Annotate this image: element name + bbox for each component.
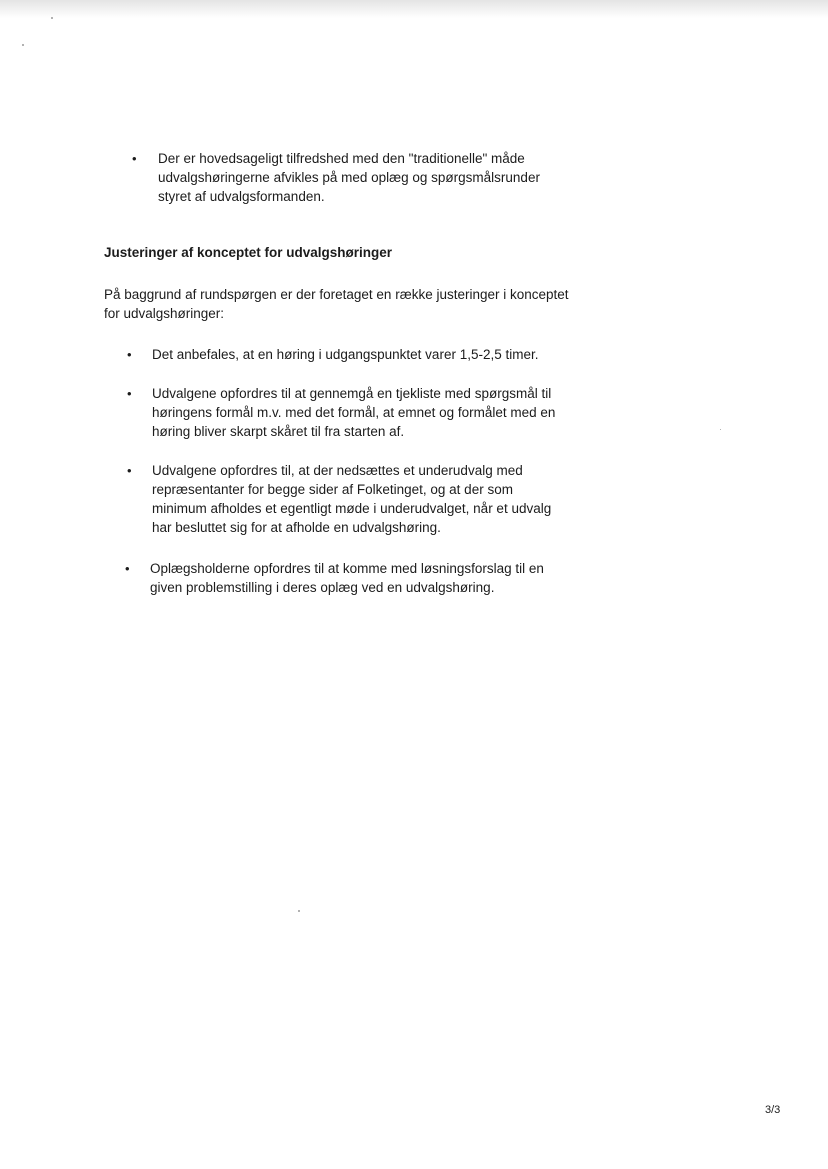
page-number: 3/3 (765, 1104, 781, 1116)
intro-bullet (132, 149, 540, 206)
list-item (125, 559, 544, 597)
section-heading: Justeringer af konceptet for udvalgshøringer (104, 245, 393, 260)
bullet-icon: • (127, 347, 132, 362)
bullet-icon: • (127, 386, 132, 401)
list-item-text: Udvalgene opfordres til at gennemgå en tjekliste med spørgsmål til høringens formål m.v. med det formål, at emnet og formålet med en høring bliver skarpt skåret til fra starten af. (152, 386, 556, 439)
bullet-icon: • (132, 151, 137, 166)
list-item (127, 384, 555, 441)
list-item-text: Oplægsholderne opfordres til at komme med løsningsforslag til en given problemstilling i deres oplæg ved en udvalgshøring. (150, 561, 544, 595)
list-item-text: Udvalgene opfordres til, at der nedsættes et underudvalg med repræsentanter for begge sider af Folketinget, og at der som minimum afholdes et egentligt møde i underudvalget, når et udvalg har besluttet sig for at afholde en udvalgshøring. (152, 463, 552, 535)
section-paragraph: På baggrund af rundspørgen er der foretaget en række justeringer i konceptet for udvalgshøringer: (104, 287, 569, 321)
bullet-icon: • (127, 463, 132, 478)
bullet-icon: • (125, 561, 130, 576)
intro-bullet-text: Der er hovedsageligt tilfredshed med den "traditionelle" måde udvalgshøringerne afvikles på med oplæg og spørgsmålsrunder styret af udvalgsformanden. (158, 151, 540, 204)
list-item (127, 345, 538, 364)
list-item (127, 461, 551, 537)
list-item-text: Det anbefales, at en høring i udgangspunktet varer 1,5-2,5 timer. (152, 347, 539, 362)
